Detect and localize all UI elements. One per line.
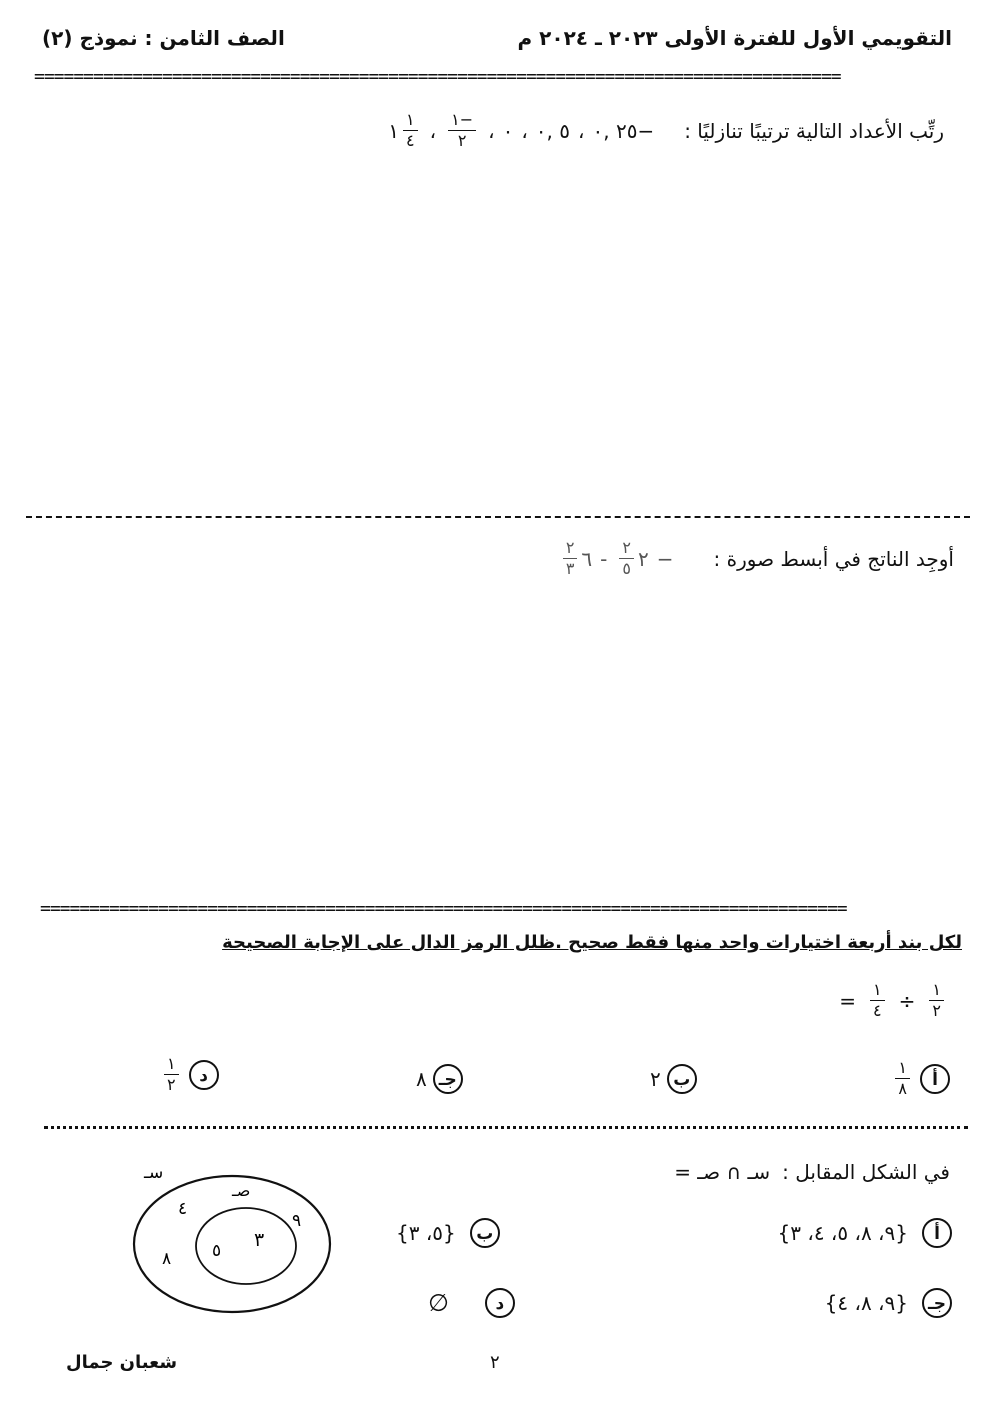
q1-item-3: ٠ — [502, 118, 514, 143]
option-b-circle[interactable]: ب — [470, 1218, 500, 1248]
page-number: ٢ — [490, 1352, 500, 1373]
q3-option-c[interactable]: جـ ٨ — [416, 1064, 463, 1094]
q4-prompt: في الشكل المقابل : — [782, 1160, 950, 1184]
q4-option-b[interactable]: ب {٥، ٣} — [396, 1218, 500, 1248]
option-c-circle[interactable]: جـ — [922, 1288, 952, 1318]
venn-outer-label: سـ — [144, 1163, 164, 1183]
option-b-circle[interactable]: ب — [667, 1064, 697, 1094]
q3-option-d[interactable]: د $\frac{١}{٢}$ — [160, 1056, 219, 1093]
q1-fraction-a: $\frac{-١}{٢}$ — [448, 112, 476, 149]
q3-equals: = — [839, 988, 857, 1013]
venn-element: ٣ — [254, 1229, 265, 1251]
separator-dotted — [44, 1126, 968, 1129]
question-4 — [674, 1160, 950, 1184]
q1-comma: ، — [521, 118, 528, 143]
q2-sign: − — [656, 546, 674, 571]
venn-element: ٥ — [212, 1241, 222, 1261]
option-c-circle[interactable]: جـ — [433, 1064, 463, 1094]
exam-title: التقويمي الأول للفترة الأولى ٢٠٢٣ ـ ٢٠٢٤ م — [517, 26, 952, 50]
option-d-circle[interactable]: د — [189, 1060, 219, 1090]
q4-expression: سـ ∩ صـ = — [674, 1160, 771, 1184]
option-a-circle[interactable]: أ — [922, 1218, 952, 1248]
q4-option-a[interactable]: أ {٩، ٨، ٥، ٤، ٣} — [778, 1218, 952, 1248]
q3-fraction-2: $\frac{١}{٤}$ — [870, 982, 885, 1019]
venn-element: ٩ — [292, 1211, 302, 1231]
question-1 — [388, 112, 944, 149]
q1-comma: ، — [429, 118, 437, 143]
q2-term-2: ٦ $\frac{٢}{٣}$ — [559, 540, 592, 577]
q1-prompt: رتِّب الأعداد التالية ترتيبًا تنازليًا : — [684, 118, 944, 143]
q3-fraction-1: $\frac{١}{٢}$ — [929, 982, 944, 1019]
q2-operator: - — [600, 546, 608, 571]
option-a-circle[interactable]: أ — [920, 1064, 950, 1094]
venn-element: ٤ — [178, 1199, 188, 1219]
venn-diagram — [120, 1160, 340, 1320]
separator-top: ================================================================================== — [34, 66, 841, 87]
mcq-instruction: لكل بند أربعة اختيارات واحد منها فقط صحيح .ظلل الرمز الدال على الإجابة الصحيحة — [222, 932, 962, 953]
q3-divide: ÷ — [898, 988, 916, 1013]
author-name: شعبان جمال — [66, 1352, 178, 1373]
q3-expression — [839, 982, 948, 1019]
venn-element: ٨ — [162, 1249, 172, 1269]
q1-comma: ، — [488, 118, 495, 143]
grade-label: الصف الثامن : نموذج (٢) — [42, 26, 285, 50]
q1-comma: ، — [578, 118, 585, 143]
q4-option-d[interactable]: د ∅ — [428, 1288, 515, 1318]
venn-inner-set — [196, 1208, 296, 1284]
q3-option-a[interactable]: أ $\frac{١}{٨}$ — [891, 1060, 950, 1097]
q4-option-c[interactable]: جـ {٩، ٨، ٤} — [825, 1288, 952, 1318]
q1-item-2: ٥ ,٠ — [535, 118, 571, 143]
q2-prompt: أوجِد الناتج في أبسط صورة : — [713, 546, 954, 571]
question-2 — [559, 540, 954, 577]
separator-middle: ================================================================================== — [40, 898, 847, 919]
venn-inner-label: صـ — [232, 1181, 251, 1200]
q3-option-b[interactable]: ب ٢ — [650, 1064, 697, 1094]
q2-term-1: ٢ $\frac{٢}{٥}$ — [615, 540, 648, 577]
q1-item-1: −٢٥ ,٠ — [592, 118, 655, 143]
q1-mixed-b: $\frac{١}{٤}$ ١ — [388, 112, 421, 149]
separator-dashed — [26, 516, 970, 518]
option-d-circle[interactable]: د — [485, 1288, 515, 1318]
